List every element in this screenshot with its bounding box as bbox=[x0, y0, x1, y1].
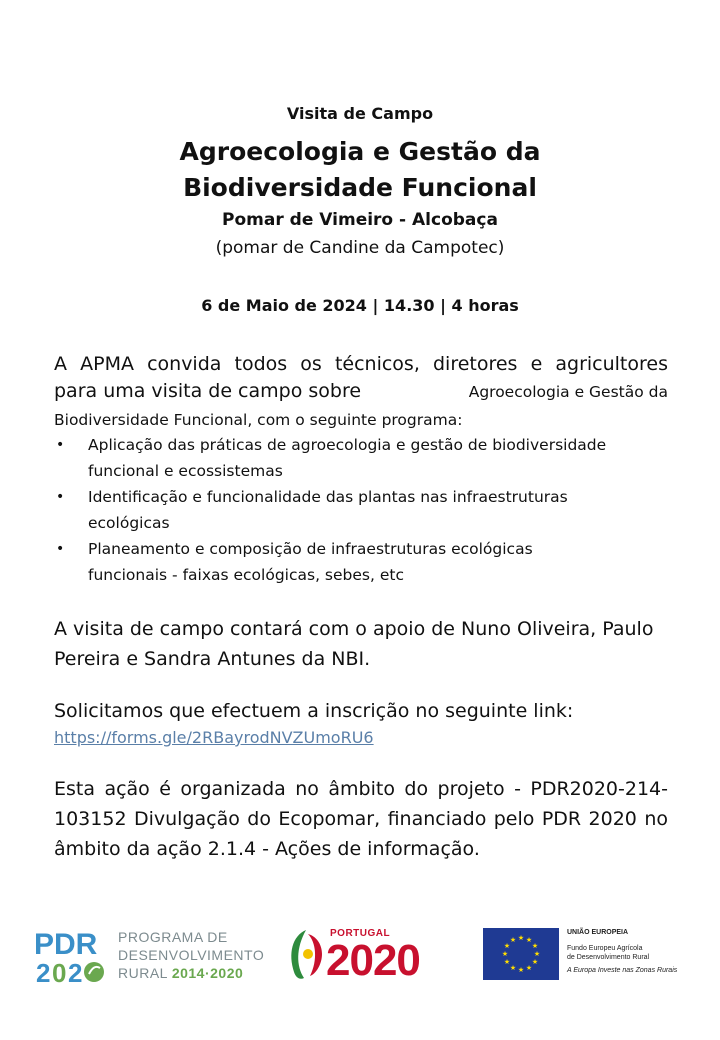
svg-text:★: ★ bbox=[517, 966, 525, 974]
svg-text:★: ★ bbox=[501, 950, 509, 958]
pdr2020-text bbox=[118, 928, 264, 982]
intro-line-2-main: para uma visita de campo sobre bbox=[54, 380, 362, 402]
program-item bbox=[54, 432, 668, 484]
program-item bbox=[54, 536, 668, 588]
intro-line-2 bbox=[54, 378, 668, 406]
portugal-emblem-icon bbox=[286, 924, 326, 984]
pdr-line-3 bbox=[118, 964, 264, 982]
svg-text:★: ★ bbox=[509, 936, 517, 944]
registration-link[interactable]: https://forms.gle/2RBayrodNVZUmoRU6 bbox=[54, 728, 374, 747]
program-item-text: Identificação e funcionalidade das plantas nas infraestruturas ecológicas bbox=[88, 488, 568, 532]
registration-text: Solicitamos que efectuem a inscrição no seguinte link: bbox=[54, 700, 574, 722]
pdr-years: 2014·2020 bbox=[171, 965, 244, 981]
eu-motto: A Europa Investe nas Zonas Rurais bbox=[567, 967, 678, 974]
bullet-icon: • bbox=[56, 541, 65, 557]
svg-text:★: ★ bbox=[503, 958, 511, 966]
program-item bbox=[54, 484, 668, 536]
pdr2020-mark-icon bbox=[34, 926, 108, 984]
portugal-year: 2020 bbox=[326, 936, 420, 985]
eu-fund-line-1: Fundo Europeu Agrícola bbox=[567, 945, 643, 952]
bullet-icon: • bbox=[56, 489, 65, 505]
eu-text bbox=[567, 928, 677, 975]
svg-text:★: ★ bbox=[531, 942, 539, 950]
event-location: Pomar de Vimeiro - Alcobaça bbox=[222, 210, 498, 230]
svg-text:★: ★ bbox=[525, 964, 533, 972]
pdr-line-2: DESENVOLVIMENTO bbox=[118, 947, 265, 963]
svg-text:0: 0 bbox=[52, 958, 67, 984]
support-paragraph: A visita de campo contará com o apoio de Nuno Oliveira, Paulo Pereira e Sandra Antunes da NBI. bbox=[54, 618, 654, 670]
intro-line-3: Biodiversidade Funcional, com o seguinte programa: bbox=[54, 411, 463, 429]
eu-title: UNIÃO EUROPEIA bbox=[567, 929, 629, 936]
pdr2020-logo bbox=[34, 926, 264, 984]
svg-text:★: ★ bbox=[517, 934, 525, 942]
organization-paragraph: Esta ação é organizada no âmbito do projeto - PDR2020-214-103152 Divulgação do Ecopomar, financiado pelo PDR 2020 no âmbito da ação 2.1.4 - Ações de informação. bbox=[54, 778, 668, 860]
svg-text:PDR: PDR bbox=[34, 928, 98, 961]
event-orchard: (pomar de Candine da Campotec) bbox=[215, 238, 505, 258]
svg-text:★: ★ bbox=[531, 958, 539, 966]
intro-line-2-topic: Agroecologia e Gestão da bbox=[468, 383, 668, 401]
event-title: Agroecologia e Gestão da Biodiversidade Funcional bbox=[179, 137, 541, 202]
portugal2020-logo bbox=[286, 924, 456, 986]
intro-line-1: A APMA convida todos os técnicos, diretores e agricultores bbox=[54, 353, 668, 375]
intro-paragraph bbox=[54, 350, 668, 434]
svg-text:★: ★ bbox=[533, 950, 541, 958]
program-item-text: Planeamento e composição de infraestruturas ecológicas funcionais - faixas ecológicas, sebes, etc bbox=[88, 540, 533, 584]
registration-paragraph bbox=[54, 697, 668, 751]
pdr-line-1: PROGRAMA DE bbox=[118, 929, 228, 945]
portugal-label: PORTUGAL bbox=[330, 928, 391, 939]
svg-text:★: ★ bbox=[509, 964, 517, 972]
bullet-icon: • bbox=[56, 437, 65, 453]
program-list bbox=[54, 432, 668, 588]
svg-text:★: ★ bbox=[525, 936, 533, 944]
pdr-rural: RURAL bbox=[118, 965, 168, 981]
eu-flag-icon bbox=[483, 928, 559, 980]
event-type: Visita de Campo bbox=[286, 104, 434, 123]
eu-feader-logo bbox=[483, 928, 693, 984]
svg-text:2: 2 bbox=[36, 958, 51, 984]
eu-fund-line-2: de Desenvolvimento Rural bbox=[567, 954, 650, 961]
event-datetime: 6 de Maio de 2024 | 14.30 | 4 horas bbox=[201, 296, 519, 315]
svg-text:2: 2 bbox=[68, 958, 83, 984]
svg-text:★: ★ bbox=[503, 942, 511, 950]
program-item-text: Aplicação das práticas de agroecologia e gestão de biodiversidade funcional e ecossistemas bbox=[88, 436, 607, 480]
